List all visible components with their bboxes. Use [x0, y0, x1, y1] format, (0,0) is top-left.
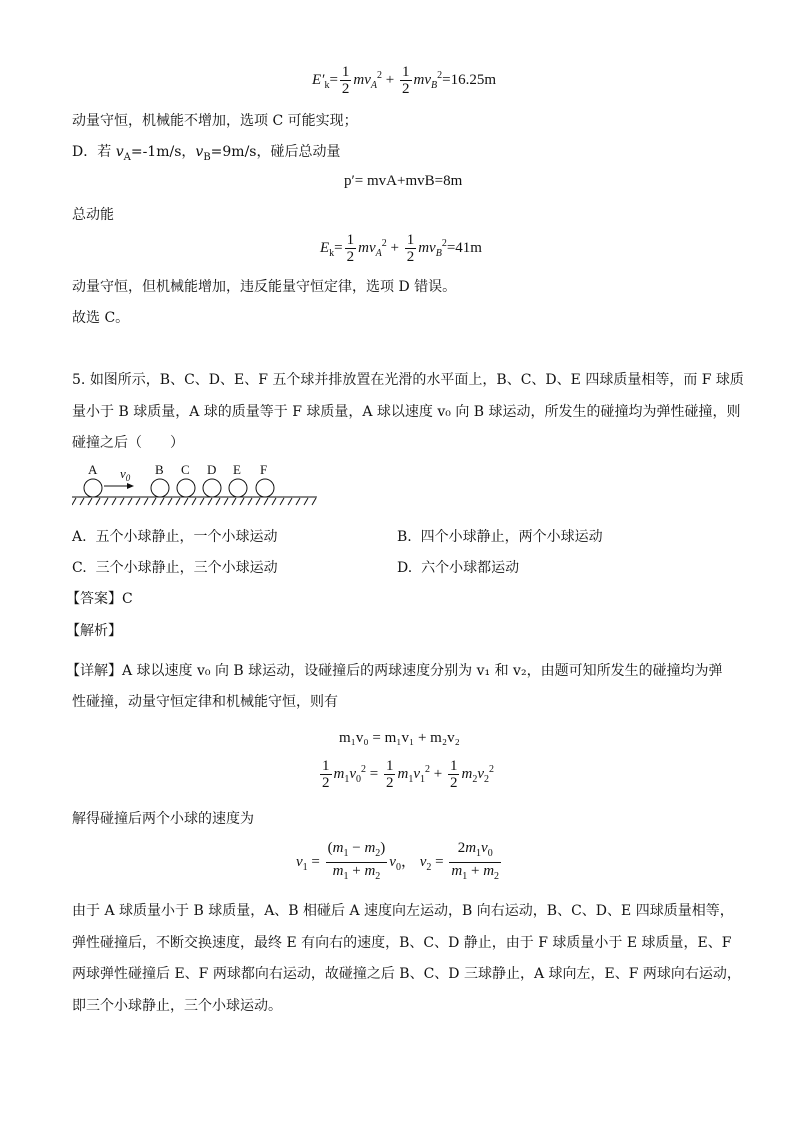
option-a: A. 五个小球静止，一个小球运动 — [72, 529, 278, 545]
ball-d — [203, 479, 221, 497]
text-line: 动量守恒，机械能不增加，选项 C 可能实现； — [72, 113, 358, 129]
label-a: A — [88, 462, 98, 477]
text-line: 总动能 — [72, 207, 114, 223]
detail-line: 性碰撞，动量守恒定律和机械能守恒，则有 — [72, 694, 338, 710]
equation-ek: $E_k=$ $\frac{1}{2}$ $mv_A^2$ + $\frac{1}{2}$ $mv_B^2=41m$ — [320, 232, 482, 265]
collision-figure — [72, 460, 322, 510]
detail-line: 解得碰撞后两个小球的速度为 — [72, 811, 254, 827]
detail-line: 【详解】A 球以速度 v₀ 向 B 球运动，设碰撞后的两球速度分别为 v₁ 和 v₂，由题可知所发生的碰撞均为弹 — [66, 663, 723, 679]
ball-f — [256, 479, 274, 497]
option-d: D. 六个小球都运动 — [397, 560, 520, 576]
ball-b — [151, 479, 169, 497]
ball-a — [84, 479, 102, 497]
conclusion-line: 由于 A 球质量小于 B 球质量，A、B 相碰后 A 速度向左运动，B 向右运动，B、C、D、E 四球质量相等， — [72, 903, 734, 919]
label-c: C — [181, 462, 190, 477]
analysis-tag: 【解析】 — [66, 623, 122, 639]
equation-momentum-conservation: m₁v₀ = m₁v₁ + m₂v₂ — [339, 730, 460, 746]
equation-velocities: $v_1$ = $\frac{(m_1 - m_2)}{m_1 + m_2}$ $v_0$， $v_2$ = $\frac{2m_1v_0}{m_1 + m_2}$ — [296, 840, 500, 882]
equation-energy-conservation: $\frac{1}{2}$ $m_1v_0^2$ = $\frac{1}{2}$ $m_1v_1^2$ + $\frac{1}{2}$ $m_2v_2^2$ — [322, 758, 494, 791]
label-v0: $v_0$ — [120, 466, 131, 483]
question-stem: 量小于 B 球质量，A 球的质量等于 F 球质量，A 球以速度 v₀ 向 B 球运动，所发生的碰撞均为弹性碰撞，则 — [72, 404, 741, 420]
label-b: B — [155, 462, 164, 477]
text-line: 动量守恒，但机械能增加，违反能量守恒定律，选项 D 错误。 — [72, 279, 457, 295]
ball-c — [177, 479, 195, 497]
ball-e — [229, 479, 247, 497]
conclusion-line: 两球弹性碰撞后 E、F 两球都向右运动，故碰撞之后 B、C、D 三球静止，A 球向左，E、F 两球向右运动， — [72, 966, 741, 982]
label-e: E — [233, 462, 241, 477]
label-f: F — [260, 462, 268, 477]
question-stem: 碰撞之后（ ） — [72, 435, 184, 451]
option-c: C. 三个小球静止，三个小球运动 — [72, 560, 278, 576]
option-b: B. 四个小球静止，两个小球运动 — [397, 529, 603, 545]
text-line: D．若 $v_A=-1m/s$，$v_B=9m/s$，碰后总动量 — [72, 144, 341, 163]
conclusion-line: 弹性碰撞后，不断交换速度，最终 E 有向右的速度，B、C、D 静止，由于 F 球质量小于 E 球质量，E、F — [72, 935, 732, 951]
question-stem: 5. 如图所示，B、C、D、E、F 五个球并排放置在光滑的水平面上，B、C、D、E 四球质量相等，而 F 球质 — [72, 372, 744, 388]
label-d: D — [207, 462, 217, 477]
equation-momentum: p′= mvA+mvB=8m — [344, 173, 463, 189]
equation-ek-prime: $E'_k=$ $\frac{1}{2}$ $mv_A^2$ + $\frac{1}{2}$ $mv_B^2=16.25m$ — [312, 64, 496, 97]
conclusion-line: 即三个小球静止，三个小球运动。 — [72, 998, 282, 1014]
text-line: 故选 C。 — [72, 310, 130, 326]
answer: 【答案】C — [66, 591, 133, 607]
